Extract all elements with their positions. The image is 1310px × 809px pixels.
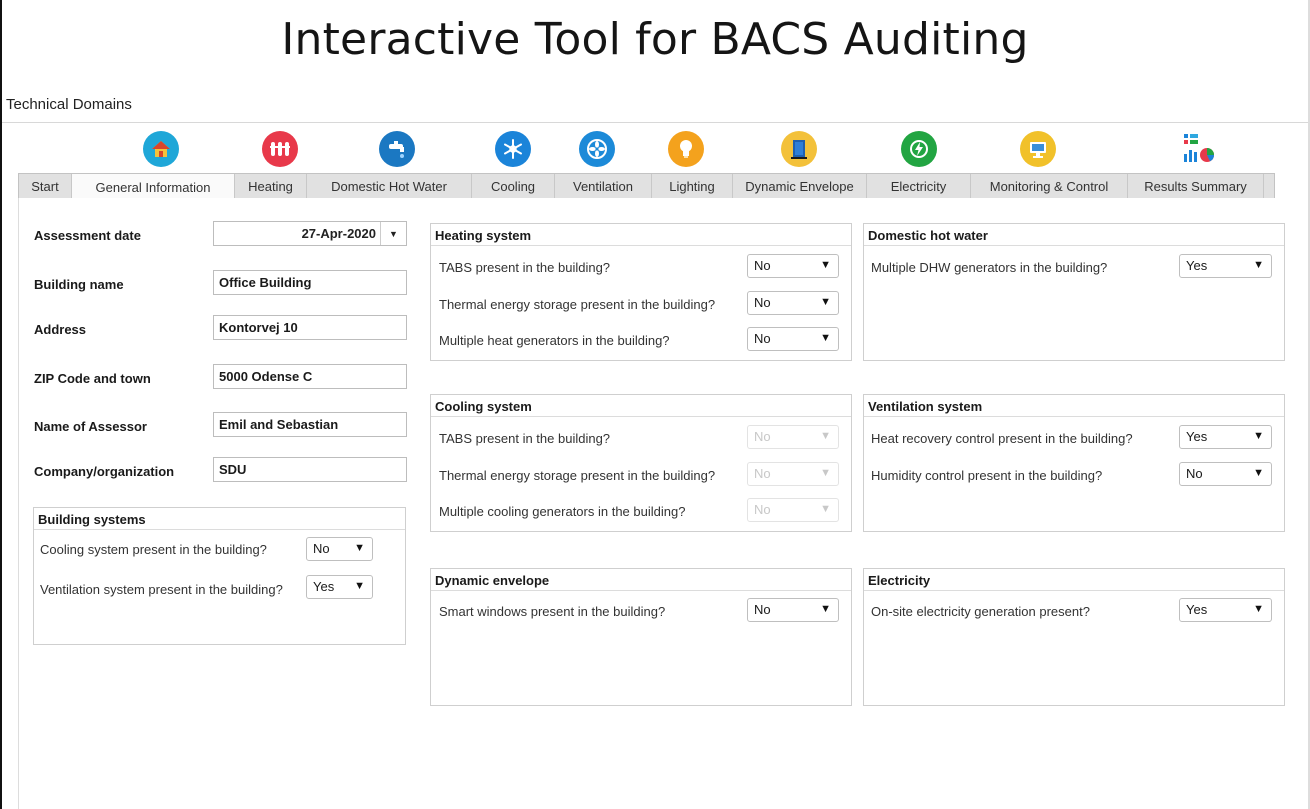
chevron-down-icon: ▼ bbox=[820, 503, 831, 515]
assessor-label: Name of Assessor bbox=[34, 419, 147, 434]
humidity-control-select[interactable] bbox=[1179, 462, 1272, 486]
tab-ventilation[interactable]: Ventilation bbox=[555, 174, 652, 199]
building-name-input[interactable]: Office Building bbox=[213, 270, 407, 295]
chevron-down-icon: ▼ bbox=[1253, 259, 1264, 271]
assessor-input[interactable]: Emil and Sebastian bbox=[213, 412, 407, 437]
onsite-generation-select[interactable] bbox=[1179, 598, 1272, 622]
heating-generators-question: Multiple heat generators in the building? bbox=[439, 333, 670, 348]
cooling-tabs-select bbox=[747, 425, 839, 449]
chevron-down-icon[interactable]: ▼ bbox=[380, 222, 406, 245]
building-name-label: Building name bbox=[34, 277, 124, 292]
tab-monitoring-control[interactable]: Monitoring & Control bbox=[971, 174, 1128, 199]
ventilation-present-select[interactable] bbox=[306, 575, 373, 599]
humidity-control-question: Humidity control present in the building? bbox=[871, 468, 1103, 483]
fan-icon[interactable] bbox=[579, 131, 615, 167]
zip-input[interactable]: 5000 Odense C bbox=[213, 364, 407, 389]
heating-storage-question: Thermal energy storage present in the building? bbox=[439, 297, 716, 312]
assessment-date-label: Assessment date bbox=[34, 228, 141, 243]
cooling-tabs-question: TABS present in the building? bbox=[439, 431, 611, 446]
tab-results-summary[interactable]: Results Summary bbox=[1128, 174, 1264, 199]
select-value: No bbox=[754, 466, 771, 481]
chevron-down-icon: ▼ bbox=[820, 603, 831, 615]
address-input[interactable]: Kontorvej 10 bbox=[213, 315, 407, 340]
electricity-panel bbox=[863, 568, 1285, 706]
results-chart-icon[interactable] bbox=[1180, 131, 1220, 167]
onsite-generation-question: On-site electricity generation present? bbox=[871, 604, 1090, 619]
tab-domestic-hot-water[interactable]: Domestic Hot Water bbox=[307, 174, 472, 199]
assessment-date-value: 27-Apr-2020 bbox=[301, 226, 376, 241]
tab-dynamic-envelope[interactable]: Dynamic Envelope bbox=[733, 174, 867, 199]
faucet-icon[interactable] bbox=[379, 131, 415, 167]
dynamic-envelope-panel bbox=[430, 568, 852, 706]
ventilation-system-title: Ventilation system bbox=[864, 395, 1284, 417]
dhw-generators-question: Multiple DHW generators in the building? bbox=[871, 260, 1108, 275]
heat-recovery-select[interactable] bbox=[1179, 425, 1272, 449]
chevron-down-icon: ▼ bbox=[820, 296, 831, 308]
select-value: No bbox=[754, 602, 771, 617]
cooling-present-question: Cooling system present in the building? bbox=[40, 542, 267, 557]
cooling-present-select[interactable] bbox=[306, 537, 373, 561]
chevron-down-icon: ▼ bbox=[820, 332, 831, 344]
chevron-down-icon: ▼ bbox=[820, 430, 831, 442]
monitor-icon[interactable] bbox=[1020, 131, 1056, 167]
chevron-down-icon: ▼ bbox=[1253, 430, 1264, 442]
tab-electricity[interactable]: Electricity bbox=[867, 174, 971, 199]
heating-tabs-question: TABS present in the building? bbox=[439, 260, 611, 275]
select-value: Yes bbox=[1186, 602, 1208, 617]
select-value: Yes bbox=[1186, 258, 1208, 273]
snowflake-icon[interactable] bbox=[495, 131, 531, 167]
heating-generators-select[interactable] bbox=[747, 327, 839, 351]
window-icon[interactable] bbox=[781, 131, 817, 167]
select-value: No bbox=[754, 502, 771, 517]
cooling-generators-select bbox=[747, 498, 839, 522]
cooling-generators-question: Multiple cooling generators in the building? bbox=[439, 504, 686, 519]
heating-system-title: Heating system bbox=[431, 224, 851, 246]
section-label: Technical Domains bbox=[6, 96, 132, 113]
cooling-storage-question: Thermal energy storage present in the building? bbox=[439, 468, 716, 483]
ventilation-present-question: Ventilation system present in the building? bbox=[40, 582, 283, 597]
heating-storage-select[interactable] bbox=[747, 291, 839, 315]
zip-label: ZIP Code and town bbox=[34, 371, 151, 386]
company-input[interactable]: SDU bbox=[213, 457, 407, 482]
tab-heating[interactable]: Heating bbox=[235, 174, 307, 199]
app-title: Interactive Tool for BACS Auditing bbox=[281, 14, 1029, 65]
select-value: Yes bbox=[1186, 429, 1208, 444]
dhw-title: Domestic hot water bbox=[864, 224, 1284, 246]
smart-windows-question: Smart windows present in the building? bbox=[439, 604, 666, 619]
chevron-down-icon: ▼ bbox=[820, 467, 831, 479]
tab-cooling[interactable]: Cooling bbox=[472, 174, 555, 199]
cooling-storage-select bbox=[747, 462, 839, 486]
heating-tabs-select[interactable] bbox=[747, 254, 839, 278]
select-value: No bbox=[754, 258, 771, 273]
chevron-down-icon: ▼ bbox=[1253, 467, 1264, 479]
select-value: Yes bbox=[313, 579, 335, 594]
chevron-down-icon: ▼ bbox=[1253, 603, 1264, 615]
select-value: No bbox=[754, 295, 771, 310]
assessment-date-picker[interactable] bbox=[213, 221, 407, 246]
select-value: No bbox=[1186, 466, 1203, 481]
tab-start[interactable]: Start bbox=[19, 174, 72, 199]
tab-lighting[interactable]: Lighting bbox=[652, 174, 733, 199]
select-value: No bbox=[313, 541, 330, 556]
heat-recovery-question: Heat recovery control present in the building? bbox=[871, 431, 1133, 446]
dhw-generators-select[interactable] bbox=[1179, 254, 1272, 278]
select-value: No bbox=[754, 429, 771, 444]
select-value: No bbox=[754, 331, 771, 346]
dhw-panel bbox=[863, 223, 1285, 361]
tab-general-information[interactable]: General Information bbox=[72, 174, 235, 201]
home-icon[interactable] bbox=[143, 131, 179, 167]
building-systems-title: Building systems bbox=[34, 508, 405, 530]
tab-bar bbox=[18, 173, 1275, 199]
address-label: Address bbox=[34, 322, 87, 337]
section-divider bbox=[2, 122, 1308, 123]
smart-windows-select[interactable] bbox=[747, 598, 839, 622]
company-label: Company/organization bbox=[34, 464, 175, 479]
radiator-icon[interactable] bbox=[262, 131, 298, 167]
lightning-icon[interactable] bbox=[901, 131, 937, 167]
chevron-down-icon: ▼ bbox=[354, 580, 365, 592]
chevron-down-icon: ▼ bbox=[354, 542, 365, 554]
electricity-title: Electricity bbox=[864, 569, 1284, 591]
cooling-system-title: Cooling system bbox=[431, 395, 851, 417]
chevron-down-icon: ▼ bbox=[820, 259, 831, 271]
lightbulb-icon[interactable] bbox=[668, 131, 704, 167]
dynamic-envelope-title: Dynamic envelope bbox=[431, 569, 851, 591]
